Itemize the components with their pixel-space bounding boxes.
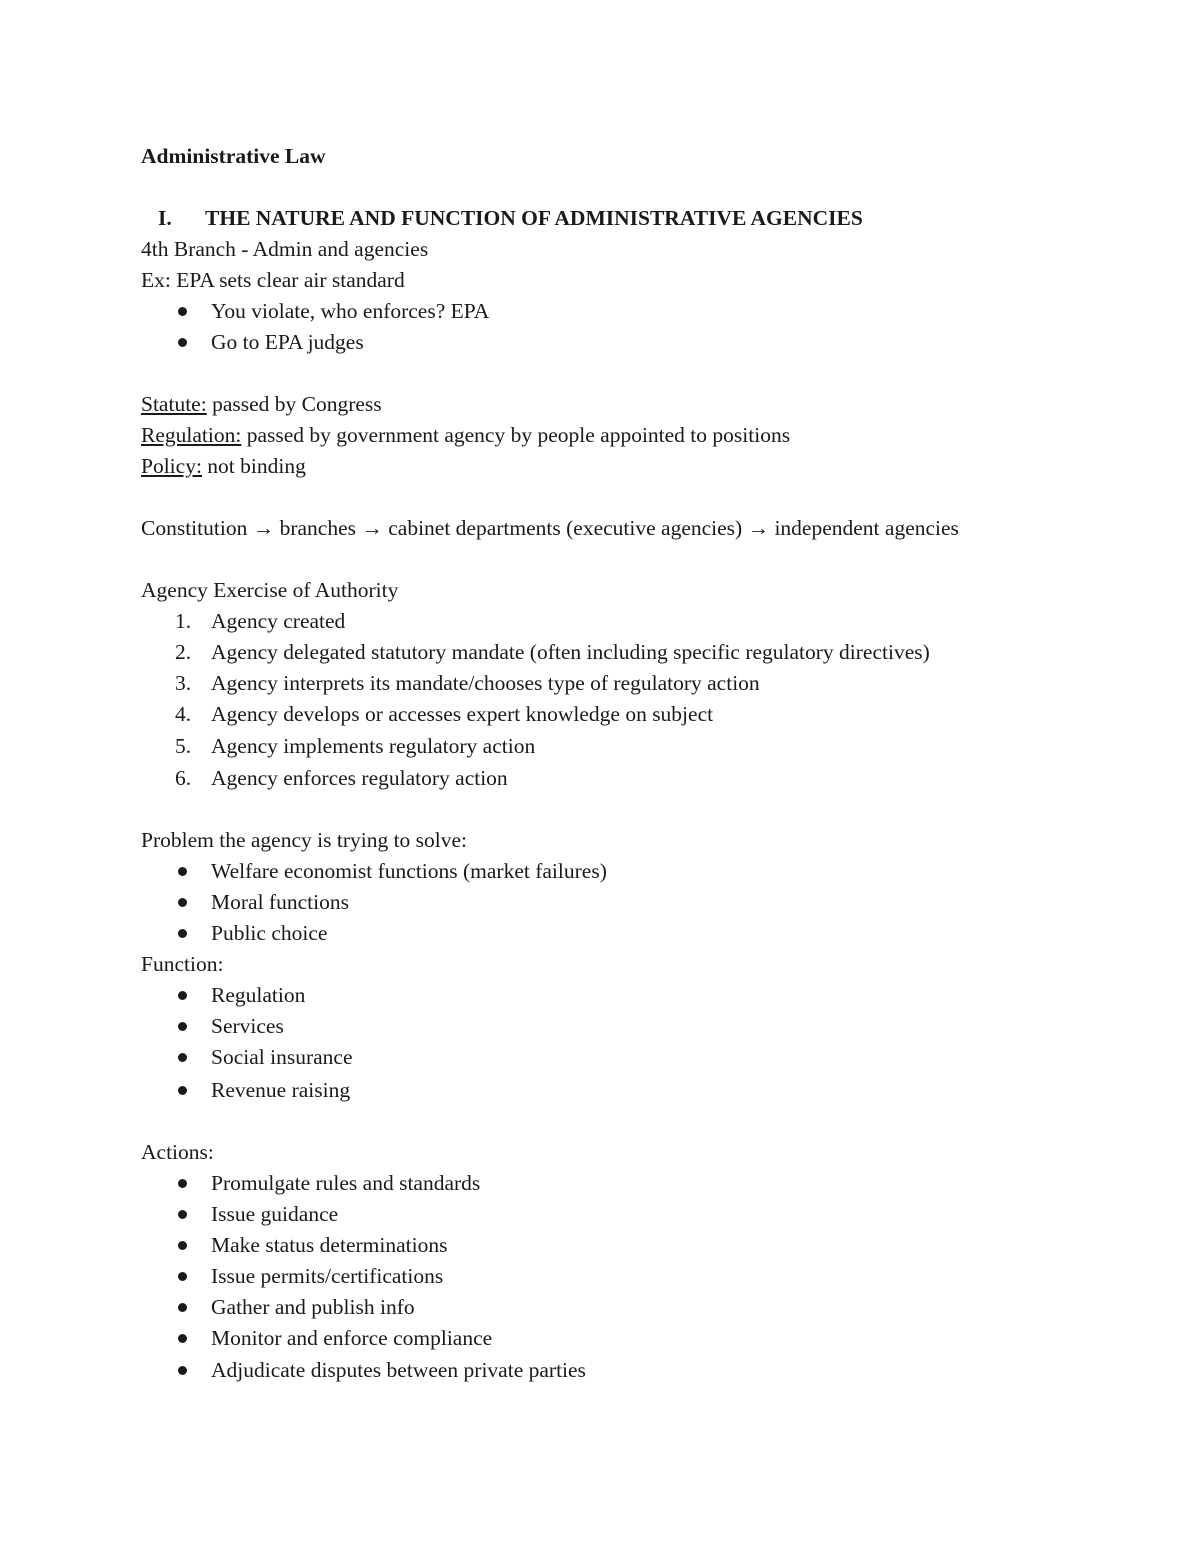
item-number: 3. [175, 671, 192, 695]
list-item-text: Public choice [211, 921, 328, 945]
definition-text: passed by government agency by people appointed to positions [241, 423, 791, 447]
item-number: 2. [175, 640, 192, 664]
section-heading [141, 204, 863, 232]
list-item-text: Promulgate rules and standards [211, 1171, 481, 1195]
numbered-item-text: Agency enforces regulatory action [211, 766, 508, 790]
bullet-icon [178, 1303, 187, 1312]
list-item-text: Go to EPA judges [211, 330, 364, 354]
problem-heading: Problem the agency is trying to solve: [141, 828, 468, 852]
list-item-text: Revenue raising [211, 1078, 351, 1102]
item-number: 6. [175, 766, 192, 790]
numbered-item-text: Agency created [211, 609, 346, 633]
bullet-icon [178, 1022, 187, 1031]
list-item-text: Moral functions [211, 890, 349, 914]
item-number: 4. [175, 702, 192, 726]
bullet-icon [178, 338, 187, 347]
definition-term: Statute: [141, 392, 207, 416]
definition-term: Policy: [141, 454, 202, 478]
numbered-item-text: Agency develops or accesses expert knowledge on subject [211, 702, 714, 726]
bullet-icon [178, 1086, 187, 1095]
bullet-icon [178, 1366, 187, 1375]
section-title: THE NATURE AND FUNCTION OF ADMINISTRATIVE AGENCIES [205, 206, 863, 230]
definition-text: not binding [201, 454, 306, 478]
bullet-icon [178, 991, 187, 1000]
hierarchy-line: Constitution → branches → cabinet departments (executive agencies) → independent agencies [141, 516, 959, 540]
authority-heading: Agency Exercise of Authority [141, 578, 399, 602]
bullet-icon [178, 929, 187, 938]
list-item-text: Issue permits/certifications [211, 1264, 444, 1288]
paragraph-example: Ex: EPA sets clear air standard [141, 268, 405, 292]
section-number: I. [158, 206, 172, 230]
document-title: Administrative Law [141, 144, 326, 168]
list-item-text: Gather and publish info [211, 1295, 415, 1319]
definition-policy [141, 452, 306, 480]
definition-regulation [141, 421, 790, 449]
numbered-item-text: Agency delegated statutory mandate (often including specific regulatory directives) [211, 640, 930, 664]
numbered-item-text: Agency implements regulatory action [211, 734, 536, 758]
list-item-text: Monitor and enforce compliance [211, 1326, 493, 1350]
list-item-text: Regulation [211, 983, 306, 1007]
bullet-icon [178, 1179, 187, 1188]
numbered-item-text: Agency interprets its mandate/chooses type of regulatory action [211, 671, 760, 695]
definition-text: passed by Congress [206, 392, 382, 416]
list-item-text: You violate, who enforces? EPA [211, 299, 490, 323]
item-number: 5. [175, 734, 192, 758]
bullet-icon [178, 307, 187, 316]
list-item-text: Welfare economist functions (market failures) [211, 859, 607, 883]
bullet-icon [178, 898, 187, 907]
bullet-icon [178, 1272, 187, 1281]
bullet-icon [178, 867, 187, 876]
bullet-icon [178, 1210, 187, 1219]
definition-term: Regulation: [141, 423, 242, 447]
list-item-text: Issue guidance [211, 1202, 339, 1226]
item-number: 1. [175, 609, 192, 633]
list-item-text: Make status determinations [211, 1233, 448, 1257]
paragraph-4th-branch: 4th Branch - Admin and agencies [141, 237, 429, 261]
bullet-icon [178, 1241, 187, 1250]
list-item-text: Adjudicate disputes between private parties [211, 1358, 586, 1382]
bullet-icon [178, 1053, 187, 1062]
list-item-text: Services [211, 1014, 284, 1038]
actions-heading: Actions: [141, 1140, 214, 1164]
bullet-icon [178, 1334, 187, 1343]
function-heading: Function: [141, 952, 224, 976]
definition-statute [141, 390, 382, 418]
list-item-text: Social insurance [211, 1045, 353, 1069]
